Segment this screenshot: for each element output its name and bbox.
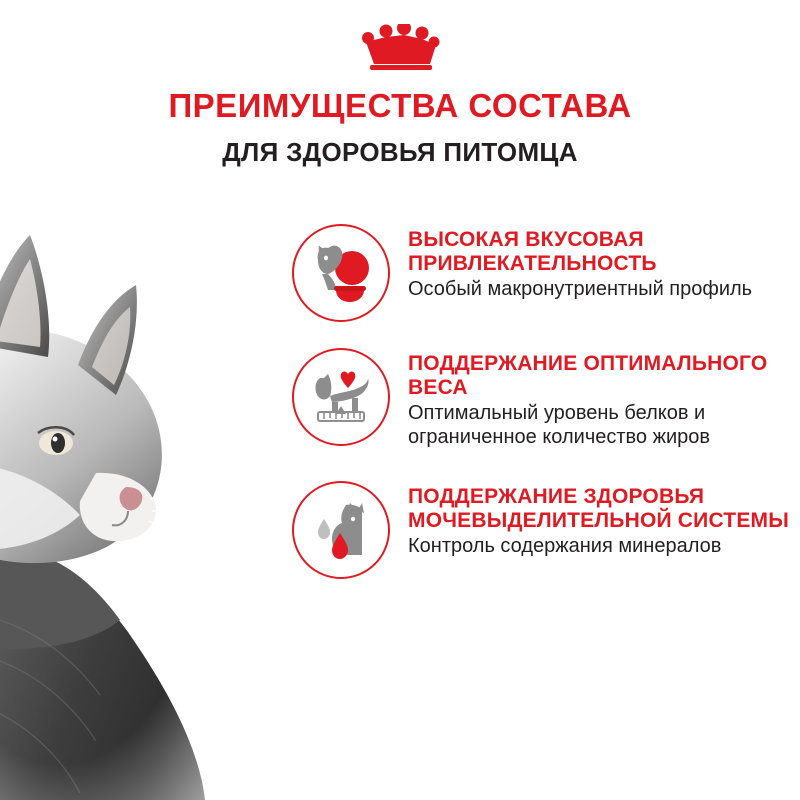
benefit-item xyxy=(292,224,792,322)
page-subtitle: ДЛЯ ЗДОРОВЬЯ ПИТОМЦА xyxy=(222,137,578,168)
benefit-description: Контроль содержания минералов xyxy=(408,535,722,558)
benefit-description: Оптимальный уровень белков и ограниченное количество жиров xyxy=(408,402,711,448)
heading-block xyxy=(0,88,800,167)
cat-eating-bowl-icon xyxy=(292,224,390,322)
cat-urinary-drop-icon xyxy=(292,481,390,579)
benefit-item xyxy=(292,348,792,449)
benefit-text xyxy=(408,481,792,559)
benefit-description: Особый макронутриентный профиль xyxy=(408,278,753,301)
benefit-title: ПОДДЕРЖАНИЕ ОПТИМАЛЬНОГО ВЕСА xyxy=(408,352,768,399)
benefit-item xyxy=(292,481,792,579)
cat-on-scale-icon xyxy=(292,348,390,446)
benefits-list xyxy=(292,224,792,601)
benefit-text xyxy=(408,348,792,449)
benefit-title: ВЫСОКАЯ ВКУСОВАЯ ПРИВЛЕКАТЕЛЬНОСТЬ xyxy=(408,228,657,275)
cat-photo xyxy=(0,215,300,800)
page-title: ПРЕИМУЩЕСТВА СОСТАВА xyxy=(168,87,632,124)
benefit-title: ПОДДЕРЖАНИЕ ЗДОРОВЬЯ МОЧЕВЫДЕЛИТЕЛЬНОЙ СИСТЕМЫ xyxy=(408,485,789,532)
royal-crown-icon xyxy=(360,24,440,72)
benefit-text xyxy=(408,224,792,302)
